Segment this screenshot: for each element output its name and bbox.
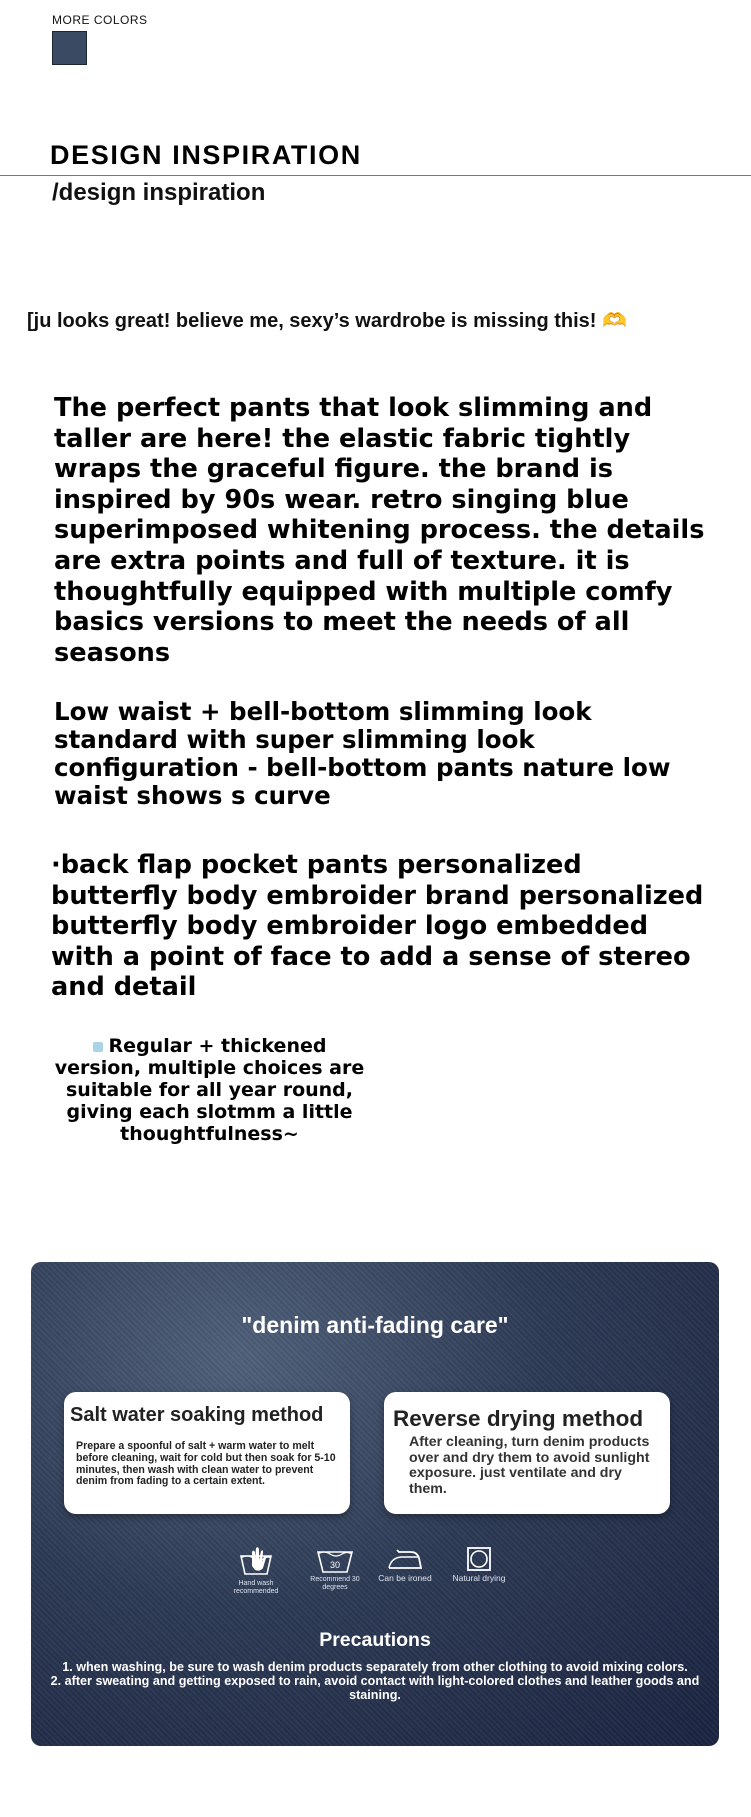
description-paragraph-1: The perfect pants that look slimming and taller are here! the elastic fabric tightly wraps the graceful figure. the brand is inspired by 90s wear. retro singing blue superimposed whitening process. the details are extra points and full of texture. it is thoughtfully equipped with multiple comfy basics versions to meet the needs of all seasons <box>54 393 705 668</box>
section-divider <box>0 175 751 176</box>
color-swatch[interactable] <box>52 31 87 65</box>
headline-text: [ju looks great! believe me, sexy’s wardrobe is missing this! 🫶 <box>27 310 627 332</box>
care-iron <box>377 1546 433 1582</box>
salt-water-card <box>64 1392 350 1514</box>
wash-30-icon <box>316 1546 354 1574</box>
hand-wash-icon <box>238 1546 274 1578</box>
care-wash-30 <box>306 1546 364 1592</box>
care-natural-dry <box>444 1546 514 1582</box>
iron-label: Can be ironed <box>378 1573 432 1583</box>
salt-water-body: Prepare a spoonful of salt + warm water to melt before cleaning, wait for cold but then soak for 5-10 minutes, then wash with clean water to prevent denim from fading to a certain extent. <box>76 1440 336 1488</box>
care-hand-wash <box>231 1546 281 1596</box>
reverse-drying-body: After cleaning, turn denim products over and dry them to avoid sunlight exposure. just ventilate and dry them. <box>409 1434 650 1497</box>
natural-dry-label: Natural drying <box>452 1573 506 1583</box>
hand-wash-label: Hand wash recommended <box>233 1580 279 1595</box>
more-colors-label: MORE COLORS <box>52 13 148 27</box>
bullet-icon <box>93 1042 103 1052</box>
precaution-item-1: 1. when washing, be sure to wash denim products separately from other clothing to avoid mixing colors. <box>62 1660 688 1674</box>
design-inspiration-title: DESIGN INSPIRATION <box>50 140 362 170</box>
reverse-drying-heading: Reverse drying method <box>393 1406 644 1431</box>
description-paragraph-2: Low waist + bell-bottom slimming look standard with super slimming look configuration - bell-bottom pants nature low waist shows s curve <box>54 697 671 810</box>
wash-30-label: Recommend 30 degrees <box>310 1576 360 1591</box>
description-paragraph-3: ·back flap pocket pants personalized butterfly body embroider brand personalized butterfly body embroider logo embedded with a point of face to add a sense of stereo and detail <box>51 850 704 1003</box>
iron-icon <box>385 1546 425 1572</box>
description-paragraph-4 <box>52 1035 367 1145</box>
design-inspiration-subtitle: /design inspiration <box>52 179 266 206</box>
precautions-title: Precautions <box>319 1629 431 1651</box>
precautions-list <box>33 1660 717 1702</box>
wash-30-badge: 30 <box>329 1560 341 1570</box>
natural-dry-icon <box>465 1546 493 1572</box>
care-panel-title: "denim anti-fading care" <box>241 1312 509 1338</box>
salt-water-heading: Salt water soaking method <box>70 1404 324 1426</box>
reverse-drying-card <box>384 1392 670 1514</box>
paragraph-4-text: Regular + thickened version, multiple choices are suitable for all year round, giving each slotmm a little thoughtfulness~ <box>54 1035 365 1145</box>
precaution-item-2: 2. after sweating and getting exposed to rain, avoid contact with light-colored clothes and leather goods and staining. <box>50 1674 700 1702</box>
denim-care-panel <box>31 1262 719 1746</box>
